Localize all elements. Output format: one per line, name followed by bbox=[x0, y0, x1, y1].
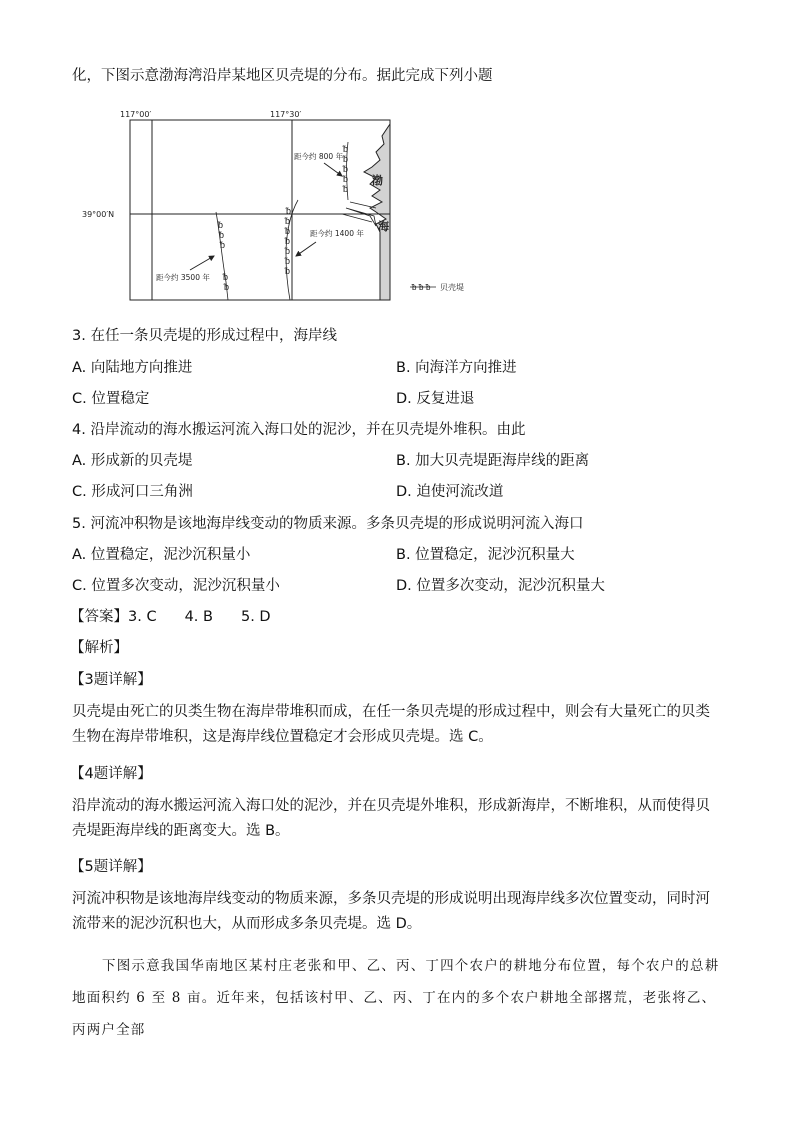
answer-4: 4. B bbox=[184, 609, 213, 625]
arrow-3500 bbox=[190, 256, 214, 270]
answer-label: 【答案】 bbox=[70, 609, 128, 625]
q3-option-b: B. 向海洋方向推进 bbox=[396, 360, 517, 376]
detail-5-text: 河流冲积物是该地海岸线变动的物质来源，多条贝壳堤的形成说明出现海岸线多次位置变动，同时河流带来的泥沙沉积也大，从而形成多条贝壳堤。选 D。 bbox=[72, 891, 710, 932]
intro-text: 化，下图示意渤海湾沿岸某地区贝壳堤的分布。据此完成下列小题 bbox=[72, 68, 493, 84]
detail-4-title: 【4题详解】 bbox=[70, 766, 152, 782]
q4-option-c: C. 形成河口三角洲 bbox=[72, 484, 193, 500]
shell-mark: ᵬ bbox=[220, 241, 226, 251]
shell-mark: ᵬ bbox=[223, 273, 229, 283]
q4-stem: 4. 沿岸流动的海水搬运河流入海口处的泥沙，并在贝壳堤外堆积。由此 bbox=[72, 422, 526, 438]
shell-mark: ᵬ bbox=[286, 207, 292, 217]
shell-mark: ᵬ bbox=[343, 175, 349, 185]
sea-label-bo: 渤 bbox=[372, 174, 383, 187]
arrow-1400 bbox=[296, 242, 316, 256]
shell-mark: ᵬ bbox=[285, 227, 291, 237]
shell-mark: ᵬ bbox=[285, 257, 291, 267]
legend-shell: ᵬ bbox=[426, 283, 431, 292]
legend bbox=[410, 282, 464, 292]
answer-line bbox=[70, 607, 271, 627]
shell-mark: ᵬ bbox=[343, 185, 349, 195]
q5-option-d: D. 位置多次变动，泥沙沉积量大 bbox=[396, 578, 605, 594]
q5-stem: 5. 河流冲积物是该地海岸线变动的物质来源。多条贝壳堤的形成说明河流入海口 bbox=[72, 516, 584, 532]
q4-option-b: B. 加大贝壳堤距海岸线的距离 bbox=[396, 453, 590, 469]
legend-shell: ᵬ bbox=[419, 283, 424, 292]
shell-mark: ᵬ bbox=[343, 155, 349, 165]
legend-shell: ᵬ bbox=[412, 283, 417, 292]
q4-option-d: D. 迫使河流改道 bbox=[396, 484, 504, 500]
arrow-800 bbox=[324, 163, 342, 176]
shell-ridge-map bbox=[80, 104, 480, 304]
shell-mark: ᵬ bbox=[285, 217, 291, 227]
analysis-label: 【解析】 bbox=[70, 640, 128, 656]
answer-3: 3. C bbox=[128, 609, 157, 625]
label-1400: 距今约 1400 年 bbox=[310, 229, 364, 238]
detail-4-text: 沿岸流动的海水搬运河流入海口处的泥沙，并在贝壳堤外堆积，形成新海岸，不断堆积，从而使得贝壳堤距海岸线的距离变大。选 B。 bbox=[72, 798, 710, 839]
legend-label: 贝壳堤 bbox=[440, 283, 464, 292]
lon-label-1: 117°00′ bbox=[120, 110, 152, 119]
shell-mark: ᵬ bbox=[224, 283, 230, 293]
q5-option-a: A. 位置稳定，泥沙沉积量小 bbox=[72, 547, 251, 563]
q4-option-a: A. 形成新的贝壳堤 bbox=[72, 453, 193, 469]
q5-option-b: B. 位置稳定，泥沙沉积量大 bbox=[396, 547, 575, 563]
label-800: 距今约 800 年 bbox=[294, 152, 344, 161]
shell-mark: ᵬ bbox=[285, 267, 291, 277]
estuary-1 bbox=[346, 208, 376, 226]
lat-label: 39°00′N bbox=[82, 210, 115, 219]
shell-ridge-3500 bbox=[216, 212, 229, 300]
detail-5-title: 【5题详解】 bbox=[70, 859, 152, 875]
shell-mark: ᵬ bbox=[285, 247, 291, 257]
shell-mark: ᵬ bbox=[218, 221, 224, 231]
detail-3-text: 贝壳堤由死亡的贝类生物在海岸带堆积而成，在任一条贝壳堤的形成过程中，则会有大量死亡的贝类生物在海岸带堆积，这是海岸线位置稳定才会形成贝壳堤。选 C。 bbox=[72, 704, 710, 745]
shell-mark: ᵬ bbox=[285, 237, 291, 247]
shell-mark: ᵬ bbox=[343, 145, 349, 155]
q3-option-a: A. 向陆地方向推进 bbox=[72, 360, 193, 376]
lon-label-2: 117°30′ bbox=[270, 110, 302, 119]
sea-label-hai: 海 bbox=[378, 220, 389, 233]
shell-mark: ᵬ bbox=[343, 165, 349, 175]
answer-5: 5. D bbox=[240, 609, 271, 625]
q5-option-c: C. 位置多次变动，泥沙沉积量小 bbox=[72, 578, 280, 594]
shell-ridge-800 bbox=[342, 142, 348, 200]
label-3500: 距今约 3500 年 bbox=[156, 273, 210, 282]
detail-3-title: 【3题详解】 bbox=[70, 672, 152, 688]
shell-ridge-1400 bbox=[284, 200, 298, 300]
q3-option-d: D. 反复进退 bbox=[396, 391, 475, 407]
q3-stem: 3. 在任一条贝壳堤的形成过程中，海岸线 bbox=[72, 328, 337, 344]
shell-mark: ᵬ bbox=[219, 231, 225, 241]
q3-option-c: C. 位置稳定 bbox=[72, 391, 150, 407]
next-question-intro: 下图示意我国华南地区某村庄老张和甲、乙、丙、丁四个农户的耕地分布位置，每个农户的总耕地面积约 6 至 8 亩。近年来，包括该村甲、乙、丙、丁在内的多个农户耕地全部撂荒，老张将乙、丙两户全部 bbox=[72, 958, 720, 1038]
